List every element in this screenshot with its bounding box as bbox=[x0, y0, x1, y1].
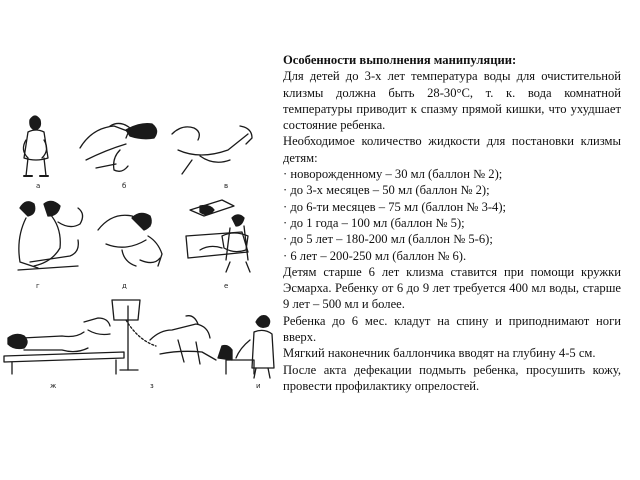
volume-list-item: · новорожденному – 30 мл (баллон № 2); bbox=[283, 167, 503, 182]
figure-label-d: д bbox=[122, 282, 127, 290]
figure-a-nurse-washing-hands bbox=[23, 116, 48, 176]
figure-label-zh: ж bbox=[50, 382, 57, 390]
figure-zh-child-lying bbox=[4, 318, 124, 374]
volume-list-item: · до 5 лет – 180-200 мл (баллон № 5-6); bbox=[283, 232, 493, 247]
figure-i-nurse-at-bed bbox=[218, 316, 274, 378]
figure-label-i: и bbox=[256, 382, 261, 390]
volume-list-item: · до 6-ти месяцев – 75 мл (баллон № 3-4); bbox=[283, 199, 507, 214]
volume-list-item: · 6 лет – 200-250 мл (баллон № 6). bbox=[283, 248, 467, 263]
section-title: Особенности выполнения манипуляции: bbox=[283, 53, 517, 67]
figure-label-a: а bbox=[36, 182, 41, 190]
figure-g-child-on-lap bbox=[18, 201, 83, 270]
esmarch-paragraph: Детям старше 6 лет клизма ставится при помощи кружки Эсмарха. Ребенку от 6 до 9 лет требуется 400 мл воды, старше 9 лет – 500 мл и более. bbox=[283, 264, 621, 312]
volume-intro-paragraph: Необходимое количество жидкости для постановки клизмы детям: bbox=[283, 134, 621, 165]
tip-depth-paragraph: Мягкий наконечник баллончика вводят на глубину 4-5 см. bbox=[283, 346, 596, 361]
figure-label-e: е bbox=[224, 282, 229, 290]
figure-label-b: б bbox=[122, 182, 127, 190]
figure-e-child-on-table bbox=[186, 200, 250, 272]
procedure-text bbox=[283, 52, 621, 394]
volume-list-item: · до 1 года – 100 мл (баллон № 5); bbox=[283, 215, 465, 230]
figure-v-lubricating-tip bbox=[172, 126, 252, 174]
water-temperature-paragraph: Для детей до 3-х лет температура воды для очистительной клизмы должна быть 28-30°С, т. к. вода комнатной температуры приводит к спазму прямой кишки, что ухудшает состояние ребенка. bbox=[283, 69, 621, 133]
figure-z-esmarch-mug bbox=[112, 300, 216, 370]
aftercare-paragraph: После акта дефекации подмыть ребенка, просушить кожу, провести профилактику опрелостей. bbox=[283, 362, 621, 393]
position-paragraph: Ребенка до 6 мес. кладут на спину и приподнимают ноги вверх. bbox=[283, 313, 621, 345]
figure-label-v: в bbox=[224, 182, 229, 190]
figure-d-inserting-tip bbox=[98, 213, 162, 266]
figure-label-g: г bbox=[36, 282, 40, 290]
figure-b-filling-bulb bbox=[80, 123, 157, 171]
volume-list-item: · до 3-х месяцев – 50 мл (баллон № 2); bbox=[283, 183, 490, 198]
figure-label-z: з bbox=[150, 382, 154, 390]
